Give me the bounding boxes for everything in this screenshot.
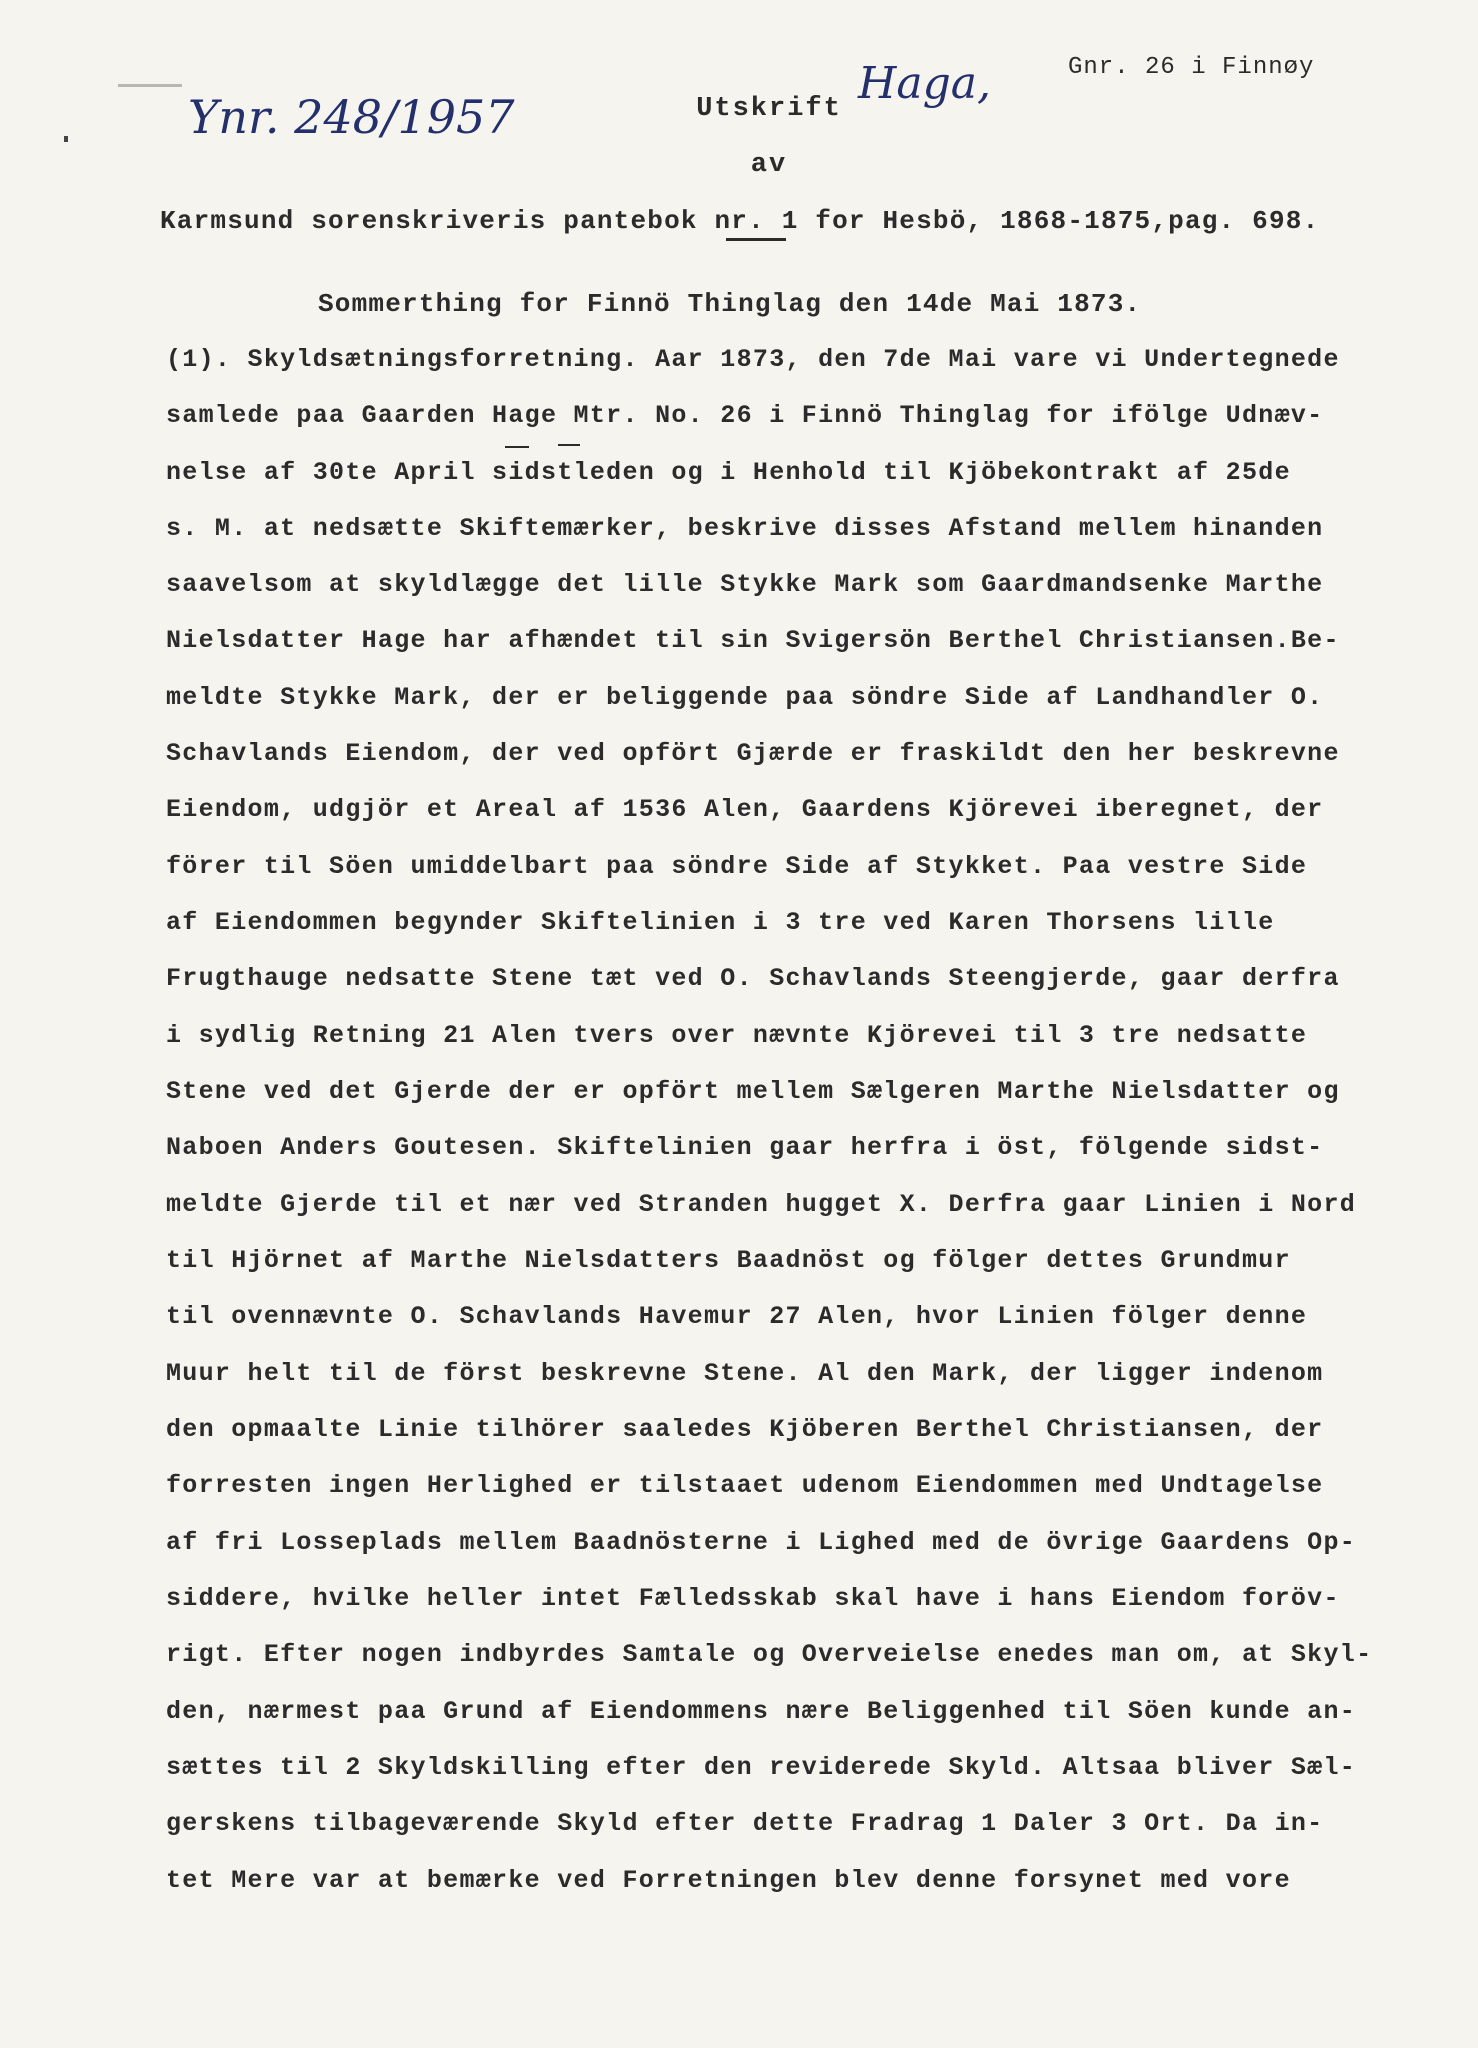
farm-name-underline: [505, 446, 529, 448]
body-line: tet Mere var at bemærke ved Forretningen blev denne forsynet med vore: [166, 1866, 1291, 1895]
body-line: den opmaalte Linie tilhörer saaledes Kjöberen Berthel Christiansen, der: [166, 1415, 1324, 1444]
handwritten-farm-name: Haga,: [858, 58, 991, 109]
body-line: den, nærmest paa Grund af Eiendommens nære Beliggenhed til Söen kunde an-: [166, 1697, 1357, 1726]
body-line: meldte Stykke Mark, der er beliggende paa söndre Side af Landhandler O.: [166, 683, 1324, 712]
body-line: meldte Gjerde til et nær ved Stranden hugget X. Derfra gaar Linien i Nord: [166, 1190, 1357, 1219]
body-line: siddere, hvilke heller intet Fælledsskab skal have i hans Eiendom foröv-: [166, 1584, 1340, 1613]
body-line: Stene ved det Gjerde der er opfört mellem Sælgeren Marthe Nielsdatter og: [166, 1077, 1340, 1106]
body-line: forresten ingen Herlighed er tilstaaet udenom Eiendommen med Undtagelse: [166, 1471, 1324, 1500]
body-line: Eiendom, udgjör et Areal af 1536 Alen, Gaardens Kjörevei iberegnet, der: [166, 795, 1324, 824]
scan-mark-left: [64, 136, 68, 142]
body-line: förer til Söen umiddelbart paa söndre Side af Stykket. Paa vestre Side: [166, 852, 1308, 881]
body-line: (1). Skyldsætningsforretning. Aar 1873, den 7de Mai vare vi Undertegnede: [166, 345, 1340, 374]
document-title: Utskrift: [696, 94, 842, 124]
body-line: til ovennævnte O. Schavlands Havemur 27 Alen, hvor Linien fölger denne: [166, 1302, 1308, 1331]
body-line: Schavlands Eiendom, der ved opfört Gjærde er fraskildt den her beskrevne: [166, 739, 1340, 768]
session-heading: Sommerthing for Finnö Thinglag den 14de Mai 1873.: [318, 289, 1142, 319]
farm-reference: Gnr. 26 i Finnøy: [1068, 54, 1315, 81]
body-line: Naboen Anders Goutesen. Skiftelinien gaar herfra i öst, fölgende sidst-: [166, 1133, 1324, 1162]
body-line: sættes til 2 Skyldskilling efter den reviderede Skyld. Altsaa bliver Sæl-: [166, 1753, 1357, 1782]
handwritten-reference: Ynr. 248/1957: [188, 90, 515, 144]
body-line: samlede paa Gaarden Hage Mtr. No. 26 i Finnö Thinglag for ifölge Udnæv-: [166, 401, 1324, 430]
body-line: af Eiendommen begynder Skiftelinien i 3 tre ved Karen Thorsens lille: [166, 908, 1275, 937]
body-line: i sydlig Retning 21 Alen tvers over nævnte Kjörevei til 3 tre nedsatte: [166, 1021, 1308, 1050]
body-line: gerskens tilbageværende Skyld efter dette Fradrag 1 Daler 3 Ort. Da in-: [166, 1809, 1324, 1838]
body-line: s. M. at nedsætte Skiftemærker, beskrive disses Afstand mellem hinanden: [166, 514, 1324, 543]
source-reference: Karmsund sorenskriveris pantebok nr. 1 for Hesbö, 1868-1875,pag. 698.: [160, 206, 1320, 236]
body-line: Nielsdatter Hage har afhændet til sin Svigersön Berthel Christiansen.Be-: [166, 626, 1340, 655]
farm-name-underline: [558, 444, 580, 446]
scan-mark-top: [118, 84, 182, 87]
body-line: saavelsom at skyldlægge det lille Stykke Mark som Gaardmandsenke Marthe: [166, 570, 1324, 599]
body-line: rigt. Efter nogen indbyrdes Samtale og Overveielse enedes man om, at Skyl-: [166, 1640, 1373, 1669]
body-line: til Hjörnet af Marthe Nielsdatters Baadnöst og fölger dettes Grundmur: [166, 1246, 1291, 1275]
body-line: Muur helt til de först beskrevne Stene. Al den Mark, der ligger indenom: [166, 1359, 1324, 1388]
source-underline: [726, 238, 786, 241]
body-line: nelse af 30te April sidstleden og i Henhold til Kjöbekontrakt af 25de: [166, 458, 1291, 487]
document-title-connector: av: [750, 150, 788, 180]
body-line: af fri Losseplads mellem Baadnösterne i Lighed med de övrige Gaardens Op-: [166, 1528, 1357, 1557]
body-line: Frugthauge nedsatte Stene tæt ved O. Schavlands Steengjerde, gaar derfra: [166, 964, 1340, 993]
